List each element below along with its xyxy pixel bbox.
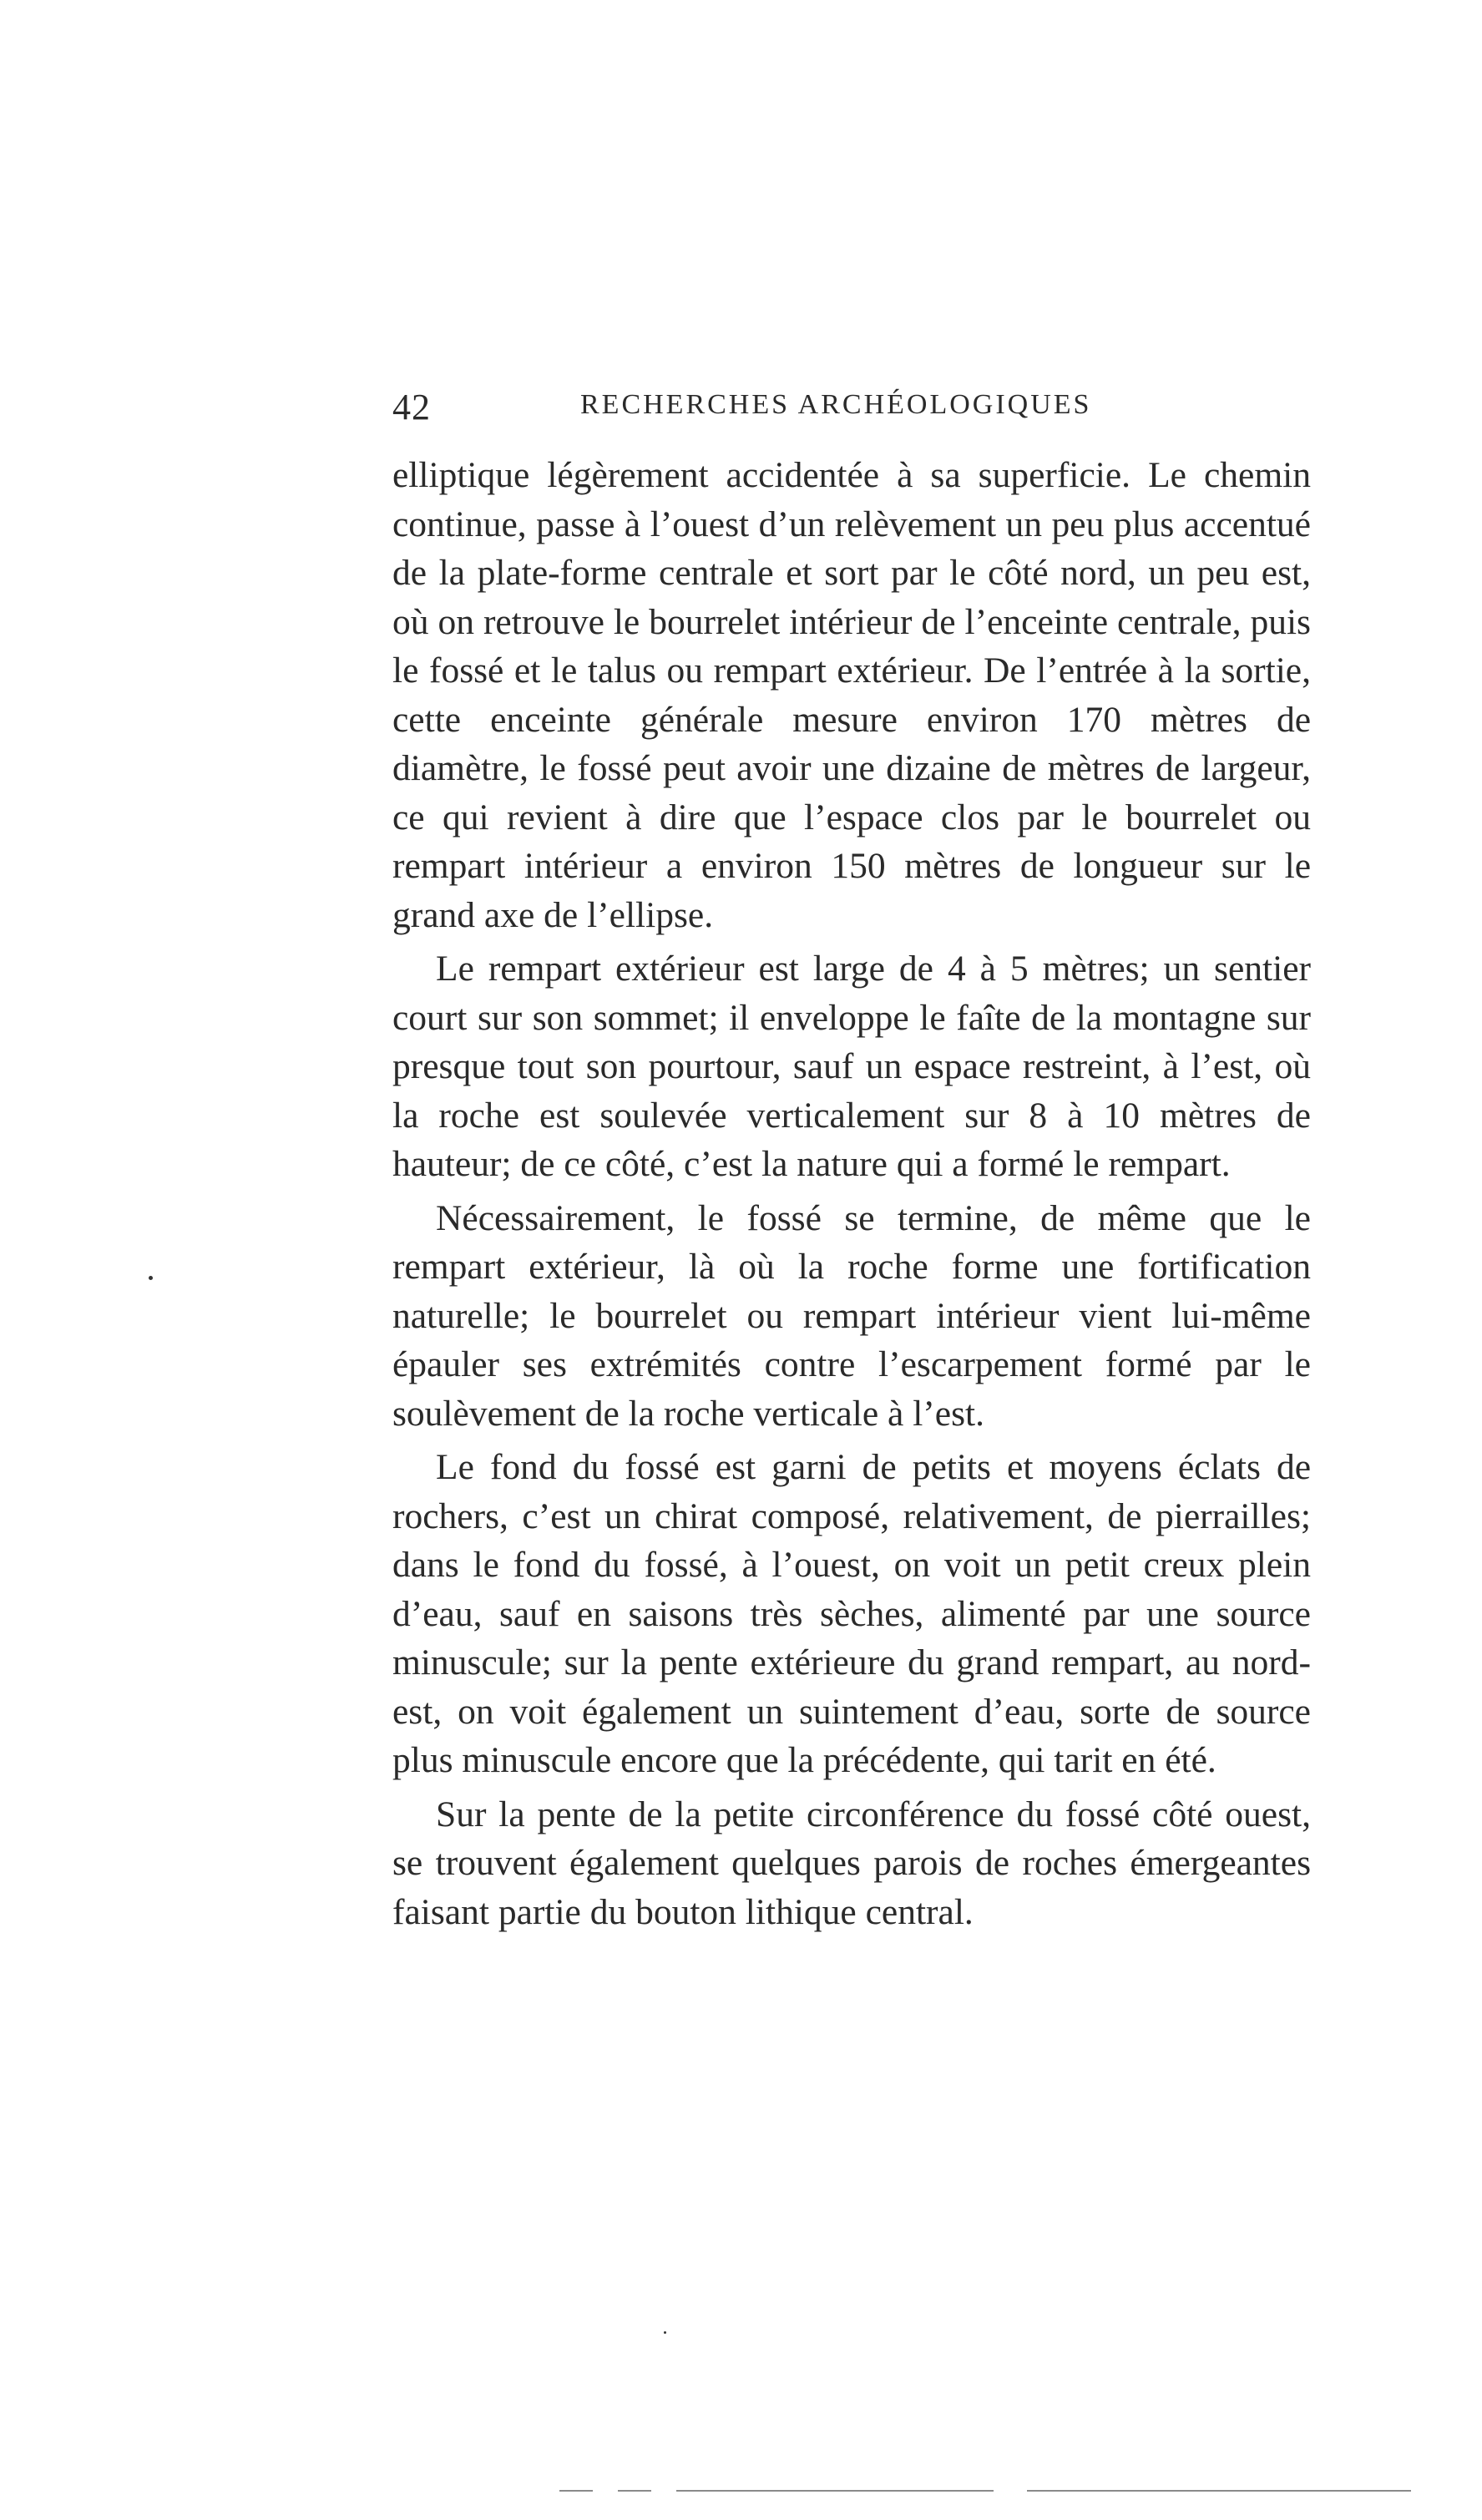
paragraph-rempart-exterieur: Le rempart extérieur est large de 4 à 5 mètres; un sentier court sur son sommet; il enveloppe le faîte de la montagne sur presque tout son pourtour, sauf un espace restreint, à l’est, où la roche est soulevée verticalement sur 8 à 10 mètres de hauteur; de ce côté, c’est la nature qui a formé le rempart. [392, 949, 1311, 1184]
scan-edge-marks [559, 2490, 1444, 2493]
paragraph-pente-circonference: Sur la pente de la petite circonférence du fossé côté ouest, se trouvent également quelques parois de roches émergeantes faisant partie du bouton lithique central. [392, 1794, 1311, 1932]
running-title: RECHERCHES ARCHÉOLOGIQUES [580, 389, 1092, 420]
running-head [392, 386, 1311, 436]
edge-mark [559, 2490, 593, 2492]
paragraph-fond-du-fosse: Le fond du fossé est garni de petits et moyens éclats de rochers, c’est un chirat composé, relativement, de pierrailles; dans le fond du fossé, à l’ouest, on voit un petit creux plein d’eau, sauf en saisons très sèches, alimenté par une source minuscule; sur la pente extérieure du grand rempart, au nord-est, on voit également un suintement d’eau, sorte de source plus minuscule encore que la précédente, qui tarit en été. [392, 1447, 1311, 1780]
paragraph-fosse-termine: Nécessairement, le fossé se termine, de même que le rempart extérieur, là où la roche forme une fortification naturelle; le bourrelet ou rempart intérieur vient lui-même épauler ses extrémités contre l’escarpement formé par le soulèvement de la roche verticale à l’est. [392, 1197, 1311, 1434]
page-number: 42 [392, 387, 431, 428]
body-text [392, 451, 1311, 1941]
edge-mark [618, 2490, 651, 2492]
edge-mark [1027, 2490, 1411, 2492]
scan-speck-left [149, 1276, 153, 1280]
paragraph-continued: elliptique légèrement accidentée à sa superficie. Le chemin continue, passe à l’ouest d’un relèvement un peu plus accentué de la plate-forme centrale et sort par le côté nord, un peu est, où on retrouve le bourrelet intérieur de l’enceinte centrale, puis le fossé et le talus ou rempart extérieur. De l’entrée à la sortie, cette enceinte générale mesure environ 170 mètres de diamètre, le fossé peut avoir une dizaine de mètres de largeur, ce qui revient à dire que l’espace clos par le bourrelet ou rempart intérieur a environ 150 mètres de longueur sur le grand axe de l’ellipse. [392, 455, 1311, 935]
scan-speck-bottom [664, 2331, 666, 2334]
edge-mark [676, 2490, 994, 2492]
